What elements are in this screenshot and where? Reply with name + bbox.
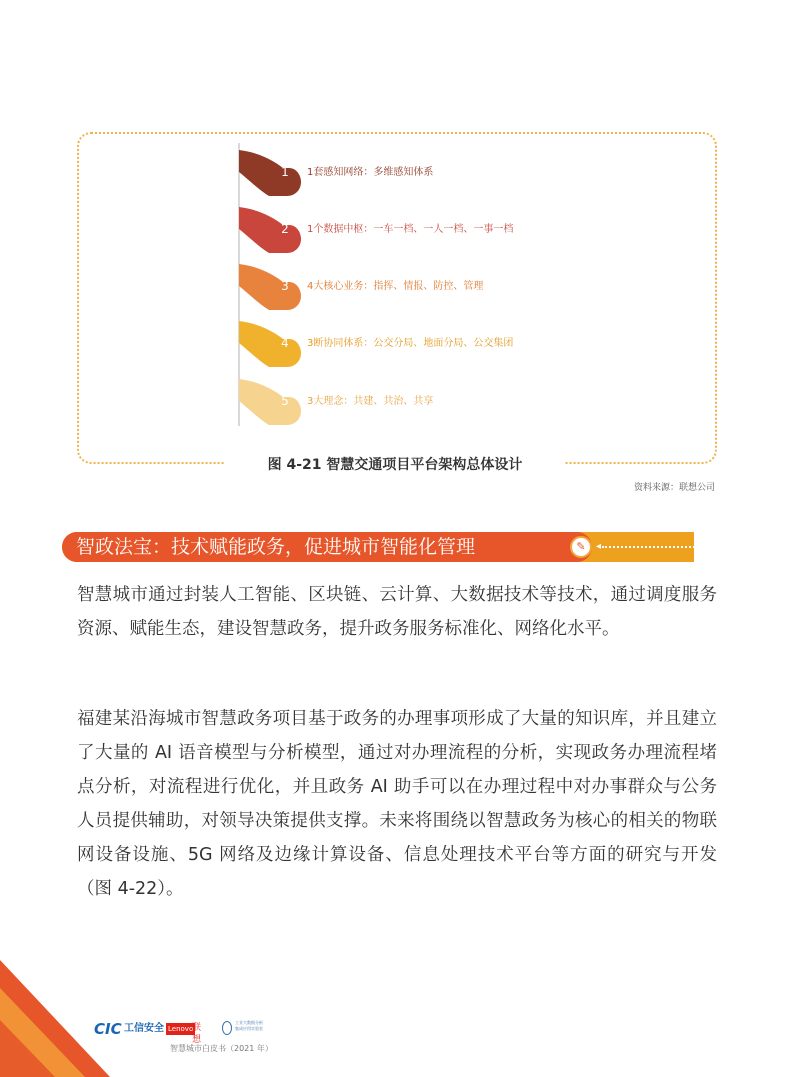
cic-logo: CIC [94,1020,122,1038]
architecture-item-number: 4 [281,336,289,350]
arrow-icon: ◂ [596,541,602,552]
section-title: 智政法宝：技术赋能政务，促进城市智能化管理 [76,536,476,558]
architecture-item [239,264,659,320]
corner-decoration [0,960,110,1077]
architecture-item [239,150,659,206]
architecture-item-number: 1 [281,165,289,179]
architecture-item [239,207,659,263]
paragraph-2: 福建某沿海城市智慧政务项目基于政务的办理事项形成了大量的知识库，并且建立了大量的 AI 语音模型与分析模型，通过对办理流程的分析，实现政务办理流程堵点分析，对流程进行优化，并且政务 AI 助手可以在办理过程中对办事群众与公务人员提供辅助，对领导决策提供支撑。未来将围绕以智慧政务为核心的相关的物联网设备设施、5G 网络及边缘计算设备、信息处理技术平台等方面的研究与开发（图 4-22）。 [77,709,717,899]
lab-logo-icon [222,1021,232,1035]
document-icon: ✎ [570,536,592,558]
lab-logo-text: 工业大数据分析 集成应用实验室 [235,1020,263,1031]
cic-logo-subtitle: 工信安全 [124,1023,164,1034]
section-heading-pill [62,532,592,562]
architecture-item [239,321,659,377]
section-heading [62,532,694,562]
dotted-divider [602,546,742,548]
architecture-item-number: 3 [281,279,289,293]
figure-source: 资料来源：联想公司 [633,483,715,493]
architecture-item-label: 3断协同体系：公交分局、地面分局、公交集团 [307,338,514,349]
architecture-item [239,379,659,435]
architecture-item-label: 1套感知网络：多维感知体系 [307,167,434,178]
lenovo-logo-cn: 联想 [192,1023,202,1045]
lenovo-logo: Lenovo [168,1025,194,1033]
architecture-item-number: 5 [281,394,289,408]
footer-note: 智慧城市白皮书（2021 年） [170,1044,273,1053]
architecture-item-number: 2 [281,222,289,236]
paragraph-1: 智慧城市通过封装人工智能、区块链、云计算、大数据技术等技术，通过调度服务资源、赋能生态，建设智慧政务，提升政务服务标准化、网络化水平。 [77,585,717,639]
architecture-item-label: 3大理念：共建、共治、共享 [307,396,434,407]
architecture-item-label: 4大核心业务：指挥、情报、防控、管理 [307,281,484,292]
architecture-item-label: 1个数据中枢：一车一档、一人一档、一事一档 [307,224,514,235]
figure-caption: 图 4-21 智慧交通项目平台架构总体设计 [225,452,565,478]
page-number: 56 [66,996,82,1012]
